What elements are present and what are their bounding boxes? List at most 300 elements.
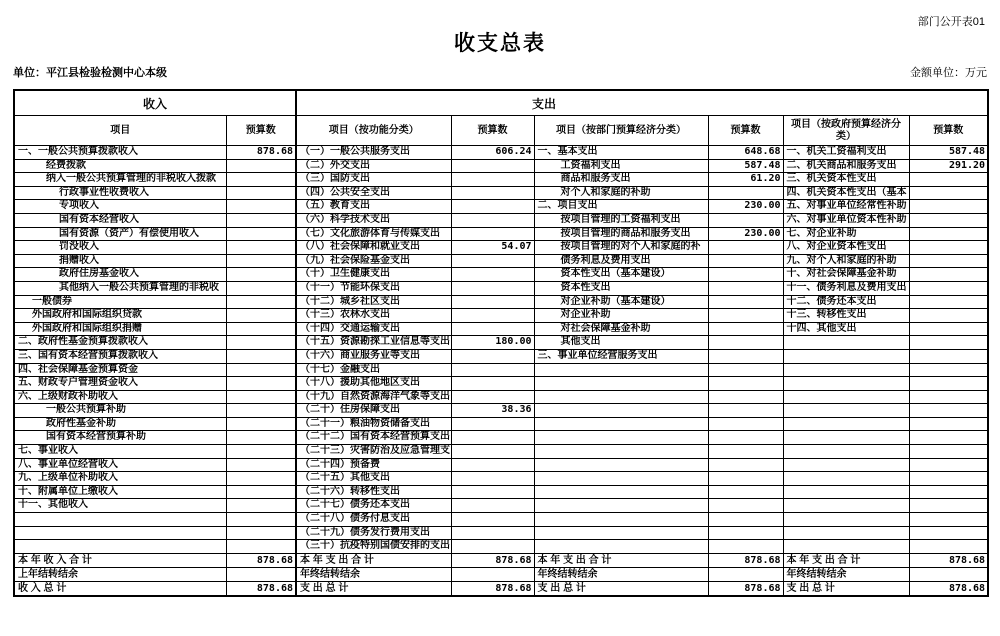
dept-econ-budget-cell: 587.48: [708, 159, 783, 173]
gov-econ-budget-cell: [909, 281, 988, 295]
gov-econ-budget-total-cell: 878.68: [909, 553, 988, 567]
dept-econ-budget-total-cell: [708, 567, 783, 581]
function-item-cell: （二十五）其他支出: [296, 472, 451, 486]
revenue-budget-cell: [226, 186, 296, 200]
gov-econ-budget-cell: [909, 540, 988, 554]
dept-econ-budget-cell: [708, 526, 783, 540]
dept-econ-budget-cell: [708, 472, 783, 486]
dept-econ-item-cell: [534, 485, 708, 499]
function-item-cell: （一）一般公共服务支出: [296, 146, 451, 160]
gov-econ-budget-cell: [909, 377, 988, 391]
gov-econ-budget-cell: [909, 417, 988, 431]
gov-econ-budget-cell: [909, 227, 988, 241]
function-item-cell: （二十二）国有资本经营预算支出: [296, 431, 451, 445]
dept-econ-item-cell: 债务利息及费用支出: [534, 254, 708, 268]
table-row: [14, 322, 988, 336]
gov-econ-item-cell: 十二、债务还本支出: [783, 295, 909, 309]
gov-econ-budget-cell: [909, 363, 988, 377]
revenue-budget-total-cell: 878.68: [226, 553, 296, 567]
revenue-budget-total-cell: [226, 567, 296, 581]
function-budget-cell: [451, 200, 534, 214]
gov-econ-item-cell: 四、机关资本性支出（基本: [783, 186, 909, 200]
revenue-budget-cell: [226, 281, 296, 295]
dept-econ-item-total-cell: 年终结转结余: [534, 567, 708, 581]
revenue-item-cell: 外国政府和国际组织贷款: [14, 309, 226, 323]
gov-econ-item-total-cell: 年终结转结余: [783, 567, 909, 581]
dept-econ-budget-cell: [708, 445, 783, 459]
function-item-cell: （十五）资源勘探工业信息等支出: [296, 336, 451, 350]
function-item-cell: （四）公共安全支出: [296, 186, 451, 200]
table-row: [14, 254, 988, 268]
revenue-budget-cell: [226, 513, 296, 527]
gov-econ-budget-cell: [909, 472, 988, 486]
dept-econ-item-cell: 其他支出: [534, 336, 708, 350]
dept-econ-budget-cell: [708, 268, 783, 282]
table-row: [14, 268, 988, 282]
gov-econ-item-total-cell: 本 年 支 出 合 计: [783, 553, 909, 567]
gov-econ-item-cell: [783, 390, 909, 404]
revenue-item-cell: 一、一般公共预算拨款收入: [14, 146, 226, 160]
revenue-item-cell: 政府性基金补助: [14, 417, 226, 431]
revenue-item-cell: 行政事业性收费收入: [14, 186, 226, 200]
function-budget-total-cell: 878.68: [451, 581, 534, 596]
gov-econ-item-cell: [783, 431, 909, 445]
function-item-cell: （二十）住房保障支出: [296, 404, 451, 418]
function-item-cell: （七）文化旅游体育与传媒支出: [296, 227, 451, 241]
dept-econ-item-cell: 资本性支出: [534, 281, 708, 295]
dept-econ-item-cell: [534, 513, 708, 527]
revenue-budget-cell: [226, 295, 296, 309]
function-item-cell: （五）教育支出: [296, 200, 451, 214]
function-budget-cell: [451, 458, 534, 472]
dept-econ-budget-cell: 230.00: [708, 200, 783, 214]
table-row: [14, 309, 988, 323]
dept-econ-item-cell: [534, 431, 708, 445]
function-budget-cell: [451, 309, 534, 323]
gov-econ-budget-cell: [909, 445, 988, 459]
function-item-cell: （十八）援助其他地区支出: [296, 377, 451, 391]
revenue-item-cell: 七、事业收入: [14, 445, 226, 459]
function-item-cell: （十六）商业服务业等支出: [296, 349, 451, 363]
gov-econ-item-cell: 十、对社会保障基金补助: [783, 268, 909, 282]
revenue-item-total-cell: 本 年 收 入 合 计: [14, 553, 226, 567]
revenue-budget-cell: 878.68: [226, 146, 296, 160]
table-row: [14, 200, 988, 214]
gov-econ-item-cell: [783, 404, 909, 418]
revenue-budget-cell: [226, 213, 296, 227]
function-item-cell: （十三）农林水支出: [296, 309, 451, 323]
dept-econ-budget-cell: [708, 513, 783, 527]
revenue-budget-cell: [226, 227, 296, 241]
table-row: [14, 173, 988, 187]
revenue-budget-cell: [226, 377, 296, 391]
band-expenditure: [296, 90, 988, 116]
gov-econ-budget-cell: [909, 309, 988, 323]
gov-econ-item-cell: [783, 540, 909, 554]
dept-econ-item-cell: [534, 363, 708, 377]
function-budget-cell: [451, 499, 534, 513]
gov-econ-item-cell: [783, 336, 909, 350]
function-budget-cell: [451, 349, 534, 363]
gov-econ-item-cell: [783, 472, 909, 486]
dept-econ-item-cell: [534, 458, 708, 472]
band-expenditure-label: 支出: [532, 96, 557, 111]
dept-econ-item-cell: 工资福利支出: [534, 159, 708, 173]
gov-econ-item-cell: 八、对企业资本性支出: [783, 241, 909, 255]
revenue-budget-cell: [226, 322, 296, 336]
dept-econ-budget-cell: [708, 485, 783, 499]
revenue-budget-total-cell: 878.68: [226, 581, 296, 596]
gov-econ-item-cell: 九、对个人和家庭的补助: [783, 254, 909, 268]
band-revenue: [14, 90, 296, 116]
table-row: [14, 431, 988, 445]
revenue-item-cell: 一般公共预算补助: [14, 404, 226, 418]
dept-econ-budget-cell: [708, 254, 783, 268]
table-row: [14, 404, 988, 418]
table-row: [14, 472, 988, 486]
gov-econ-budget-cell: 291.20: [909, 159, 988, 173]
gov-econ-budget-cell: [909, 254, 988, 268]
table-row: [14, 336, 988, 350]
dept-econ-budget-cell: [708, 377, 783, 391]
function-item-cell: （八）社会保障和就业支出: [296, 241, 451, 255]
revenue-budget-cell: [226, 159, 296, 173]
dept-econ-budget-cell: [708, 458, 783, 472]
dept-econ-budget-cell: [708, 540, 783, 554]
function-item-cell: （三十）抗疫特别国债安排的支出: [296, 540, 451, 554]
dept-econ-budget-cell: [708, 349, 783, 363]
function-item-cell: （二十六）转移性支出: [296, 485, 451, 499]
revenue-budget-cell: [226, 540, 296, 554]
gov-econ-item-total-cell: 支 出 总 计: [783, 581, 909, 596]
revenue-item-cell: [14, 526, 226, 540]
revenue-item-cell: 罚没收入: [14, 241, 226, 255]
revenue-item-cell: 国有资本经营预算补助: [14, 431, 226, 445]
revenue-budget-cell: [226, 309, 296, 323]
amount-unit-label: 金额单位：万元: [910, 67, 987, 79]
dept-econ-item-cell: [534, 445, 708, 459]
function-budget-cell: [451, 295, 534, 309]
revenue-item-cell: [14, 540, 226, 554]
function-item-cell: （二十九）债务发行费用支出: [296, 526, 451, 540]
dept-econ-budget-cell: 230.00: [708, 227, 783, 241]
revenue-budget-cell: [226, 254, 296, 268]
band-revenue-label: 收入: [143, 96, 168, 111]
col-header-revenue-item: 项目: [14, 116, 226, 146]
revenue-budget-cell: [226, 390, 296, 404]
gov-econ-budget-cell: [909, 173, 988, 187]
col-header-function-budget: 预算数: [451, 116, 534, 146]
function-item-cell: （十四）交通运输支出: [296, 322, 451, 336]
gov-econ-budget-cell: 587.48: [909, 146, 988, 160]
gov-econ-item-cell: 一、机关工资福利支出: [783, 146, 909, 160]
gov-econ-item-cell: [783, 363, 909, 377]
gov-econ-budget-cell: [909, 200, 988, 214]
page-title: 收支总表: [454, 32, 546, 55]
table-row: [14, 540, 988, 554]
meta-row: [13, 64, 987, 80]
dept-econ-budget-cell: [708, 295, 783, 309]
function-budget-cell: 180.00: [451, 336, 534, 350]
gov-econ-item-cell: [783, 349, 909, 363]
revenue-item-cell: 十一、其他收入: [14, 499, 226, 513]
revenue-item-cell: 二、政府性基金预算拨款收入: [14, 336, 226, 350]
table-row: [14, 526, 988, 540]
dept-econ-budget-cell: [708, 404, 783, 418]
function-item-cell: （十一）节能环保支出: [296, 281, 451, 295]
gov-econ-item-cell: 三、机关资本性支出: [783, 173, 909, 187]
table-row: [14, 281, 988, 295]
revenue-item-cell: 政府住房基金收入: [14, 268, 226, 282]
dept-econ-budget-cell: [708, 499, 783, 513]
function-item-total-cell: 本 年 支 出 合 计: [296, 553, 451, 567]
gov-econ-item-cell: 二、机关商品和服务支出: [783, 159, 909, 173]
col-header-dept-econ-item: 项目（按部门预算经济分类）: [534, 116, 708, 146]
dept-econ-budget-cell: 61.20: [708, 173, 783, 187]
corner-label: 部门公开表01: [917, 16, 985, 28]
function-budget-cell: [451, 445, 534, 459]
revenue-item-cell: 一般债券: [14, 295, 226, 309]
unit-label: 单位：平江县检验检测中心本级: [13, 67, 167, 79]
dept-econ-budget-cell: [708, 431, 783, 445]
table-row: [14, 499, 988, 513]
gov-econ-item-cell: 六、对事业单位资本性补助: [783, 213, 909, 227]
gov-econ-budget-cell: [909, 322, 988, 336]
function-budget-cell: [451, 186, 534, 200]
revenue-budget-cell: [226, 445, 296, 459]
dept-econ-budget-cell: [708, 417, 783, 431]
dept-econ-budget-cell: [708, 390, 783, 404]
revenue-budget-cell: [226, 417, 296, 431]
budget-table: [13, 89, 989, 597]
revenue-budget-cell: [226, 363, 296, 377]
revenue-item-cell: 其他纳入一般公共预算管理的非税收: [14, 281, 226, 295]
dept-econ-item-cell: 对社会保障基金补助: [534, 322, 708, 336]
revenue-item-cell: 国有资源（资产）有偿使用收入: [14, 227, 226, 241]
gov-econ-item-cell: 七、对企业补助: [783, 227, 909, 241]
gov-econ-item-cell: 十三、转移性支出: [783, 309, 909, 323]
gov-econ-budget-cell: [909, 336, 988, 350]
col-header-gov-econ-item: 项目（按政府预算经济分类）: [783, 116, 909, 146]
dept-econ-item-cell: [534, 472, 708, 486]
gov-econ-budget-cell: [909, 241, 988, 255]
function-budget-cell: [451, 540, 534, 554]
dept-econ-item-cell: 按项目管理的对个人和家庭的补: [534, 241, 708, 255]
dept-econ-budget-cell: [708, 241, 783, 255]
revenue-item-cell: 外国政府和国际组织捐赠: [14, 322, 226, 336]
gov-econ-item-cell: 十四、其他支出: [783, 322, 909, 336]
dept-econ-budget-total-cell: 878.68: [708, 553, 783, 567]
function-budget-cell: [451, 159, 534, 173]
gov-econ-item-cell: 十一、债务利息及费用支出: [783, 281, 909, 295]
revenue-item-total-cell: 上年结转结余: [14, 567, 226, 581]
function-budget-cell: [451, 281, 534, 295]
gov-econ-item-cell: [783, 513, 909, 527]
gov-econ-budget-total-cell: 878.68: [909, 581, 988, 596]
table-footer-row: [14, 581, 988, 596]
table-row: [14, 485, 988, 499]
table-row: [14, 213, 988, 227]
gov-econ-item-cell: [783, 526, 909, 540]
gov-econ-budget-cell: [909, 526, 988, 540]
gov-econ-item-cell: 五、对事业单位经常性补助: [783, 200, 909, 214]
table-row: [14, 227, 988, 241]
table-row: [14, 363, 988, 377]
dept-econ-item-cell: 一、基本支出: [534, 146, 708, 160]
table-row: [14, 159, 988, 173]
table-row: [14, 349, 988, 363]
function-item-cell: （十）卫生健康支出: [296, 268, 451, 282]
table-row: [14, 186, 988, 200]
revenue-budget-cell: [226, 241, 296, 255]
dept-econ-item-cell: [534, 404, 708, 418]
dept-econ-item-cell: 对企业补助: [534, 309, 708, 323]
dept-econ-item-cell: 按项目管理的工资福利支出: [534, 213, 708, 227]
revenue-item-cell: 三、国有资本经营预算拨款收入: [14, 349, 226, 363]
col-header-function-item: 项目（按功能分类）: [296, 116, 451, 146]
table-row: [14, 417, 988, 431]
dept-econ-item-cell: 对个人和家庭的补助: [534, 186, 708, 200]
table-footer-row: [14, 567, 988, 581]
gov-econ-item-cell: [783, 485, 909, 499]
function-budget-cell: [451, 322, 534, 336]
revenue-budget-cell: [226, 458, 296, 472]
function-budget-cell: 606.24: [451, 146, 534, 160]
function-item-cell: （十七）金融支出: [296, 363, 451, 377]
dept-econ-item-cell: [534, 540, 708, 554]
revenue-item-cell: 五、财政专户管理资金收入: [14, 377, 226, 391]
revenue-budget-cell: [226, 173, 296, 187]
function-budget-cell: [451, 513, 534, 527]
function-item-cell: （九）社会保险基金支出: [296, 254, 451, 268]
dept-econ-item-total-cell: 本 年 支 出 合 计: [534, 553, 708, 567]
function-item-cell: （十二）城乡社区支出: [296, 295, 451, 309]
table-footer-row: [14, 553, 988, 567]
dept-econ-budget-cell: [708, 213, 783, 227]
function-budget-cell: [451, 213, 534, 227]
revenue-item-cell: 纳入一般公共预算管理的非税收入拨款: [14, 173, 226, 187]
function-budget-total-cell: [451, 567, 534, 581]
col-header-dept-econ-budget: 预算数: [708, 116, 783, 146]
revenue-item-cell: 专项收入: [14, 200, 226, 214]
revenue-item-cell: 国有资本经营收入: [14, 213, 226, 227]
revenue-item-total-cell: 收 入 总 计: [14, 581, 226, 596]
revenue-budget-cell: [226, 499, 296, 513]
revenue-budget-cell: [226, 268, 296, 282]
gov-econ-budget-cell: [909, 404, 988, 418]
revenue-budget-cell: [226, 336, 296, 350]
gov-econ-budget-cell: [909, 499, 988, 513]
dept-econ-budget-cell: [708, 309, 783, 323]
dept-econ-item-cell: [534, 417, 708, 431]
dept-econ-item-cell: [534, 377, 708, 391]
gov-econ-budget-cell: [909, 213, 988, 227]
revenue-item-cell: [14, 513, 226, 527]
function-item-cell: （三）国防支出: [296, 173, 451, 187]
gov-econ-budget-total-cell: [909, 567, 988, 581]
dept-econ-item-cell: 三、事业单位经营服务支出: [534, 349, 708, 363]
dept-econ-item-cell: [534, 390, 708, 404]
gov-econ-budget-cell: [909, 268, 988, 282]
dept-econ-budget-cell: [708, 186, 783, 200]
table-row: [14, 445, 988, 459]
function-item-cell: （二十四）预备费: [296, 458, 451, 472]
function-budget-cell: 54.07: [451, 241, 534, 255]
revenue-item-cell: 四、社会保障基金预算资金: [14, 363, 226, 377]
gov-econ-budget-cell: [909, 349, 988, 363]
function-budget-cell: [451, 377, 534, 391]
function-budget-total-cell: 878.68: [451, 553, 534, 567]
function-budget-cell: [451, 254, 534, 268]
function-budget-cell: [451, 268, 534, 282]
revenue-budget-cell: [226, 404, 296, 418]
col-header-gov-econ-budget: 预算数: [909, 116, 988, 146]
dept-econ-item-total-cell: 支 出 总 计: [534, 581, 708, 596]
dept-econ-item-cell: 按项目管理的商品和服务支出: [534, 227, 708, 241]
function-item-cell: （十九）自然资源海洋气象等支出: [296, 390, 451, 404]
gov-econ-item-cell: [783, 499, 909, 513]
function-budget-cell: [451, 227, 534, 241]
gov-econ-budget-cell: [909, 513, 988, 527]
function-budget-cell: [451, 472, 534, 486]
revenue-item-cell: 八、事业单位经营收入: [14, 458, 226, 472]
gov-econ-budget-cell: [909, 390, 988, 404]
revenue-budget-cell: [226, 349, 296, 363]
column-header-row: [14, 116, 988, 146]
gov-econ-budget-cell: [909, 458, 988, 472]
section-band-row: [14, 90, 988, 116]
table-row: [14, 513, 988, 527]
gov-econ-item-cell: [783, 445, 909, 459]
function-budget-cell: 38.36: [451, 404, 534, 418]
function-budget-cell: [451, 485, 534, 499]
gov-econ-item-cell: [783, 417, 909, 431]
function-budget-cell: [451, 417, 534, 431]
function-budget-cell: [451, 173, 534, 187]
function-budget-cell: [451, 363, 534, 377]
revenue-budget-cell: [226, 472, 296, 486]
gov-econ-budget-cell: [909, 431, 988, 445]
revenue-item-cell: 捐赠收入: [14, 254, 226, 268]
dept-econ-item-cell: [534, 526, 708, 540]
revenue-item-cell: 经费拨款: [14, 159, 226, 173]
function-item-cell: （二十三）灾害防治及应急管理支: [296, 445, 451, 459]
revenue-item-cell: 十、附属单位上缴收入: [14, 485, 226, 499]
dept-econ-item-cell: 商品和服务支出: [534, 173, 708, 187]
function-budget-cell: [451, 526, 534, 540]
function-item-cell: （六）科学技术支出: [296, 213, 451, 227]
dept-econ-budget-cell: [708, 363, 783, 377]
table-row: [14, 458, 988, 472]
dept-econ-item-cell: 资本性支出（基本建设）: [534, 268, 708, 282]
function-item-cell: （二）外交支出: [296, 159, 451, 173]
dept-econ-budget-cell: 648.68: [708, 146, 783, 160]
revenue-budget-cell: [226, 526, 296, 540]
revenue-budget-cell: [226, 431, 296, 445]
revenue-budget-cell: [226, 485, 296, 499]
table-row: [14, 295, 988, 309]
function-item-cell: （二十一）粮油物资储备支出: [296, 417, 451, 431]
function-item-total-cell: 支 出 总 计: [296, 581, 451, 596]
dept-econ-budget-total-cell: 878.68: [708, 581, 783, 596]
table-row: [14, 146, 988, 160]
table-row: [14, 241, 988, 255]
dept-econ-item-cell: 对企业补助（基本建设）: [534, 295, 708, 309]
dept-econ-item-cell: [534, 499, 708, 513]
function-budget-cell: [451, 431, 534, 445]
table-row: [14, 377, 988, 391]
dept-econ-budget-cell: [708, 336, 783, 350]
